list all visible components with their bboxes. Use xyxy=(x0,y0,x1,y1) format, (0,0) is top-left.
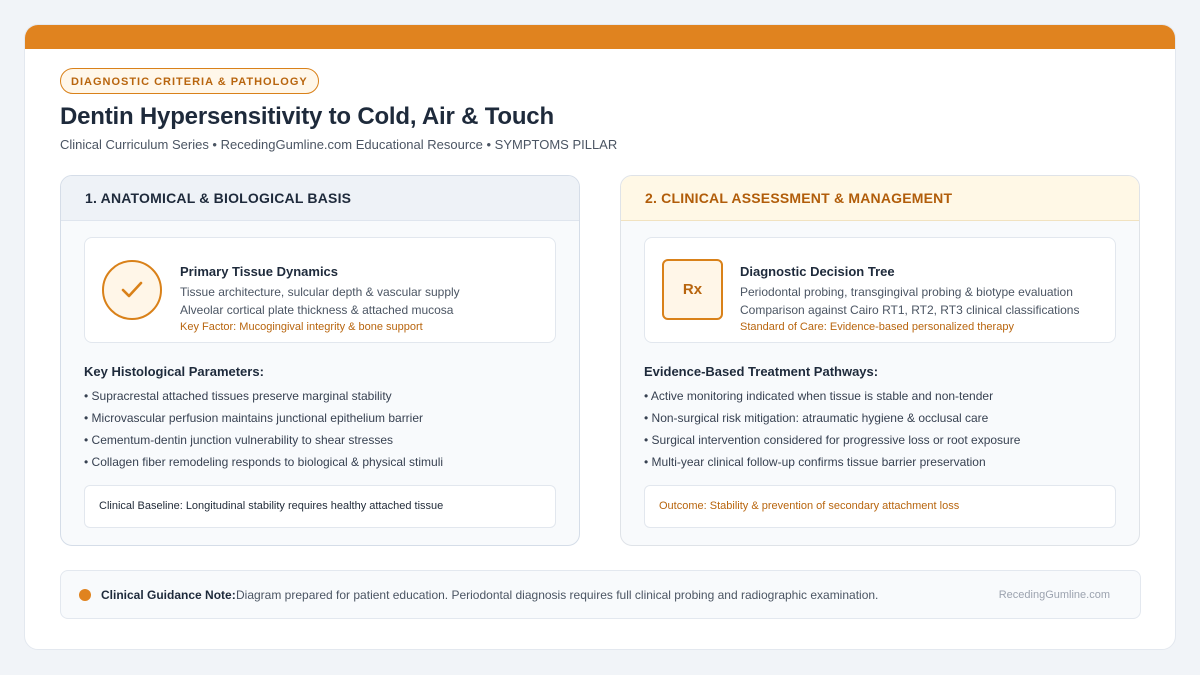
feature-line: Tissue architecture, sulcular depth & vascular supply xyxy=(180,285,460,299)
feature-card xyxy=(644,237,1116,343)
note-label: Clinical Guidance Note: xyxy=(101,588,236,602)
guidance-note xyxy=(60,570,1141,619)
bullet-list xyxy=(84,389,443,477)
brand-text: RecedingGumline.com xyxy=(998,589,1110,601)
check-icon xyxy=(102,260,162,320)
feature-title: Diagnostic Decision Tree xyxy=(740,264,895,279)
section-heading: Key Histological Parameters: xyxy=(84,364,264,379)
feature-key-factor: Key Factor: Mucogingival integrity & bone support xyxy=(180,321,423,333)
note-text: Diagram prepared for patient education. Periodontal diagnosis requires full clinical probing and radiographic examination. xyxy=(236,588,879,602)
panel-heading: 2. CLINICAL ASSESSMENT & MANAGEMENT xyxy=(621,176,1139,221)
list-item: • Multi-year clinical follow-up confirms tissue barrier preservation xyxy=(644,455,986,469)
feature-key-factor: Standard of Care: Evidence-based personalized therapy xyxy=(740,321,1014,333)
list-item: • Collagen fiber remodeling responds to biological & physical stimuli xyxy=(84,455,444,469)
outcome-box: Outcome: Stability & prevention of secondary attachment loss xyxy=(644,485,1116,528)
page-subtitle: Clinical Curriculum Series • RecedingGumline.com Educational Resource • SYMPTOMS PILLAR xyxy=(60,137,618,152)
clinical-assessment-panel xyxy=(620,175,1140,546)
accent-top-bar xyxy=(25,25,1175,49)
list-item: • Cementum-dentin junction vulnerability to shear stresses xyxy=(84,433,394,447)
category-badge: DIAGNOSTIC CRITERIA & PATHOLOGY xyxy=(60,68,319,94)
feature-title: Primary Tissue Dynamics xyxy=(180,264,339,279)
clinical-baseline-box: Clinical Baseline: Longitudinal stability requires healthy attached tissue xyxy=(84,485,556,528)
list-item: • Supracrestal attached tissues preserve marginal stability xyxy=(84,389,392,403)
rx-icon: Rx xyxy=(662,259,723,320)
section-heading: Evidence-Based Treatment Pathways: xyxy=(644,364,879,379)
feature-card xyxy=(84,237,556,343)
page-title: Dentin Hypersensitivity to Cold, Air & Touch xyxy=(60,103,554,130)
feature-line: Periodontal probing, transgingival probing & biotype evaluation xyxy=(740,285,1073,299)
feature-line: Comparison against Cairo RT1, RT2, RT3 clinical classifications xyxy=(740,303,1080,317)
anatomical-basis-panel xyxy=(60,175,580,546)
list-item: • Non-surgical risk mitigation: atraumatic hygiene & occlusal care xyxy=(644,411,989,425)
slide-card xyxy=(24,24,1176,650)
list-item: • Active monitoring indicated when tissue is stable and non-tender xyxy=(644,389,994,403)
panel-heading: 1. ANATOMICAL & BIOLOGICAL BASIS xyxy=(61,176,579,221)
bullet-dot-icon xyxy=(79,589,91,601)
bullet-list xyxy=(644,389,1020,477)
list-item: • Surgical intervention considered for progressive loss or root exposure xyxy=(644,433,1021,447)
list-item: • Microvascular perfusion maintains junctional epithelium barrier xyxy=(84,411,424,425)
feature-line: Alveolar cortical plate thickness & attached mucosa xyxy=(180,303,454,317)
